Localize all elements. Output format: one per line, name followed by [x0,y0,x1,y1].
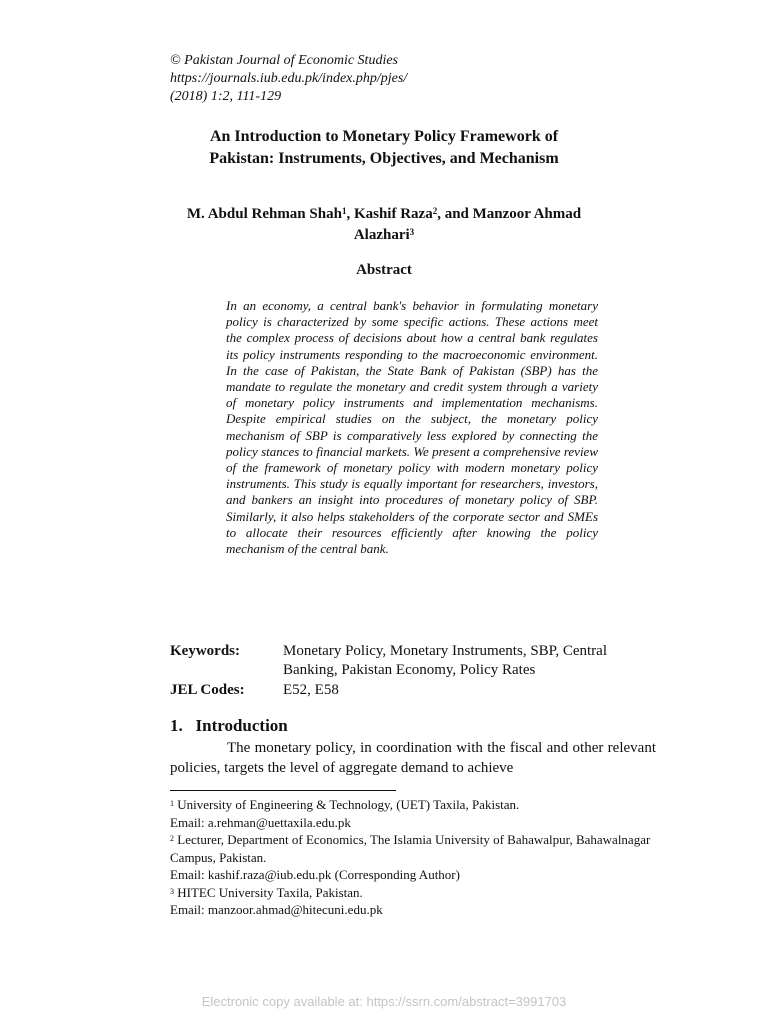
ssrn-footer[interactable]: Electronic copy available at: https://ssrn.com/abstract=3991703 [201,994,567,1009]
keywords-value: Monetary Policy, Monetary Instruments, SBP, Central Banking, Pakistan Economy, Policy Rates [283,643,607,678]
journal-url[interactable]: https://journals.iub.edu.pk/index.php/pjes/ [170,71,408,86]
author-3-affiliation-mark: 3 [409,227,415,237]
author-3-last: Alazhari [353,227,410,243]
author-3-first: Manzoor Ahmad [472,206,582,222]
jel-value: E52, E58 [283,682,339,698]
footnote-3 [170,884,660,902]
author-1-affiliation-mark: 1 [341,206,347,216]
journal-header [170,52,407,106]
introduction-text: The monetary policy, in coordination with the fiscal and other relevant policies, targets the level of aggregate demand to achieve [170,740,656,776]
footnote-1-mark: 1 [170,799,174,808]
title-line-1: An Introduction to Monetary Policy Framework of [209,128,559,145]
footnote-2-email[interactable]: Email: kashif.raza@iub.edu.pk (Corresponding Author) [170,867,460,882]
jel-label: JEL Codes: [170,682,245,698]
footnote-2 [170,831,660,866]
introduction-heading: 1. Introduction [170,716,288,735]
footnote-3-mark: 3 [170,886,174,896]
paper-title [140,126,628,170]
abstract-text: In an economy, a central bank's behavior in formulating monetary policy is characterized by some specific actions. These actions meet the complex process of decisions about how a central bank regulates its policy instruments responding to the macroeconomic environment. In the case of Pakistan, the State Bank of Pakistan (SBP) has the mandate to regulate the monetary and credit system through a variety of monetary policy instruments and implementation mechanisms. Despite empirical studies on the subject, the monetary policy mechanism of SBP is comparatively less explored by connecting the policy stances to financial markets. We present a comprehensive review of the framework of monetary policy with modern monetary policy instruments. This study is equally important for researchers, investors, and bankers an insight into procedures of monetary policy of SBP. Similarly, it also helps stakeholders of the corporate sector and SMEs to allocate their resources efficiently after knowing the policy mechanism of the central bank. [226,298,598,557]
author-separator-2: , and [437,206,473,222]
title-line-2: Pakistan: Instruments, Objectives, and Mechanism [209,150,559,167]
jel-row [170,681,660,700]
footnote-3-email[interactable]: Email: manzoor.ahmad@hitecuni.edu.pk [170,902,383,917]
abstract-heading: Abstract [356,262,412,278]
footnote-1-affiliation: University of Engineering & Technology, (UET) Taxila, Pakistan. [174,797,520,812]
author-2-affiliation-mark: 2 [432,206,438,216]
footnote-2-affiliation: Lecturer, Department of Economics, The Islamia University of Bahawalpur, Bahawalnagar Campus, Pakistan. [170,832,651,865]
author-separator-1: , [346,206,354,222]
footnotes [170,796,660,919]
keywords-row [170,642,660,680]
footnote-divider [170,790,396,791]
keywords-label: Keywords: [170,643,240,659]
author-list [140,204,628,246]
journal-name: © Pakistan Journal of Economic Studies [170,53,398,68]
author-2: Kashif Raza [353,206,433,222]
footnote-1 [170,796,660,814]
author-1: M. Abdul Rehman Shah [186,206,342,222]
footnote-2-mark: 2 [170,834,174,843]
footnote-1-email[interactable]: Email: a.rehman@uettaxila.edu.pk [170,814,351,830]
journal-citation: (2018) 1:2, 111-129 [170,89,282,104]
footnote-3-affiliation: HITEC University Taxila, Pakistan. [174,884,363,900]
